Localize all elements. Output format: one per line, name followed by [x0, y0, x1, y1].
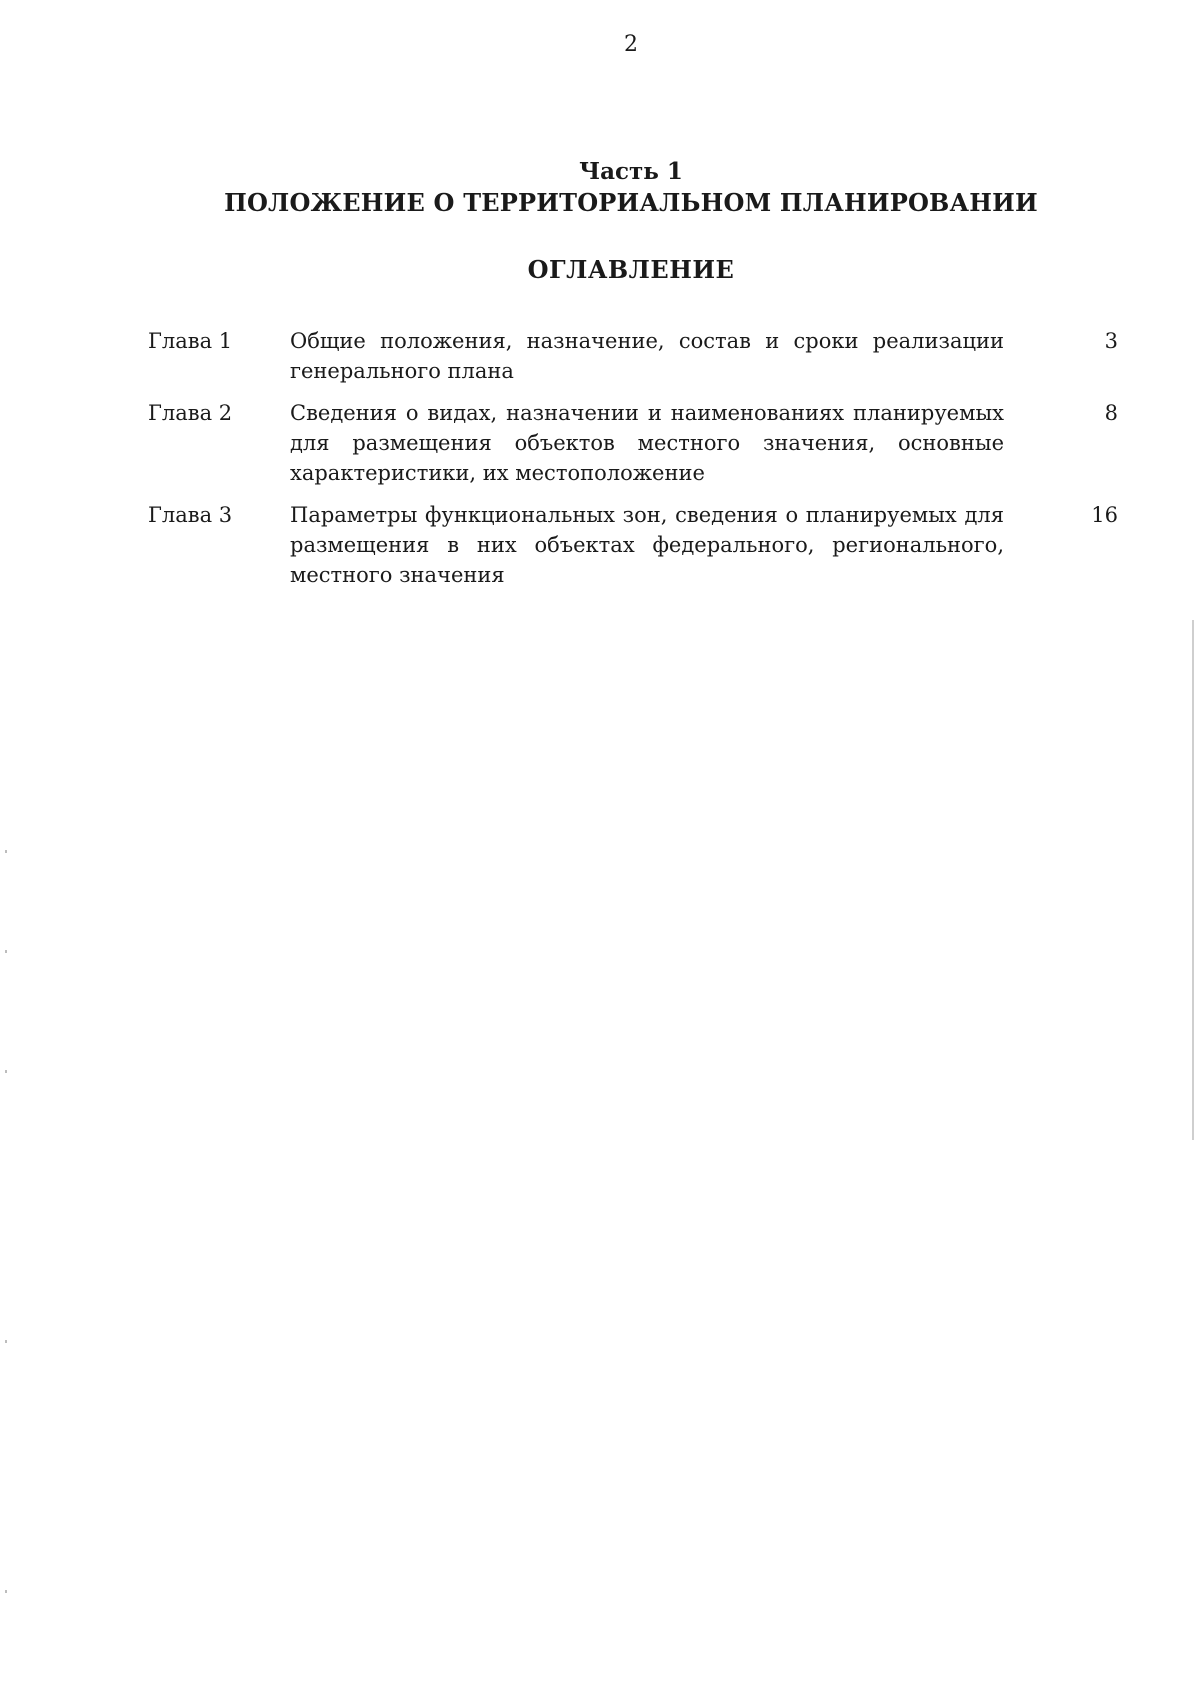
- table-of-contents: [148, 326, 1118, 602]
- toc-chapter-label: Глава 2: [148, 401, 233, 425]
- toc-heading: ОГЛАВЛЕНИЕ: [527, 255, 735, 284]
- toc-entry-chapter-2: [148, 398, 1118, 488]
- toc-entry-chapter-1: [148, 326, 1118, 386]
- scan-artifact: [1192, 620, 1194, 1140]
- scan-artifact: [5, 850, 7, 853]
- toc-chapter-label: Глава 3: [148, 503, 233, 527]
- scan-artifact: [5, 950, 7, 953]
- part-title: Часть 1: [579, 158, 683, 185]
- toc-page-number: 16: [1091, 503, 1118, 527]
- scan-artifact: [5, 1340, 7, 1343]
- toc-chapter-label: Глава 1: [148, 329, 233, 353]
- main-title: ПОЛОЖЕНИЕ О ТЕРРИТОРИАЛЬНОМ ПЛАНИРОВАНИИ: [224, 188, 1038, 217]
- toc-chapter-description: Сведения о видах, назначении и наименованиях планируемых для размещения объектов местного значения, основные характеристики, их местоположение: [290, 401, 1004, 485]
- page-number: 2: [624, 32, 638, 57]
- toc-chapter-description: Общие положения, назначение, состав и сроки реализации генерального плана: [290, 329, 1004, 383]
- scan-artifact: [5, 1070, 7, 1073]
- toc-entry-chapter-3: [148, 500, 1118, 590]
- scan-artifact: [5, 1590, 7, 1593]
- toc-page-number: 3: [1104, 329, 1118, 353]
- toc-page-number: 8: [1104, 401, 1118, 425]
- toc-chapter-description: Параметры функциональных зон, сведения о планируемых для размещения в них объектах федерального, регионального, местного значения: [290, 503, 1004, 587]
